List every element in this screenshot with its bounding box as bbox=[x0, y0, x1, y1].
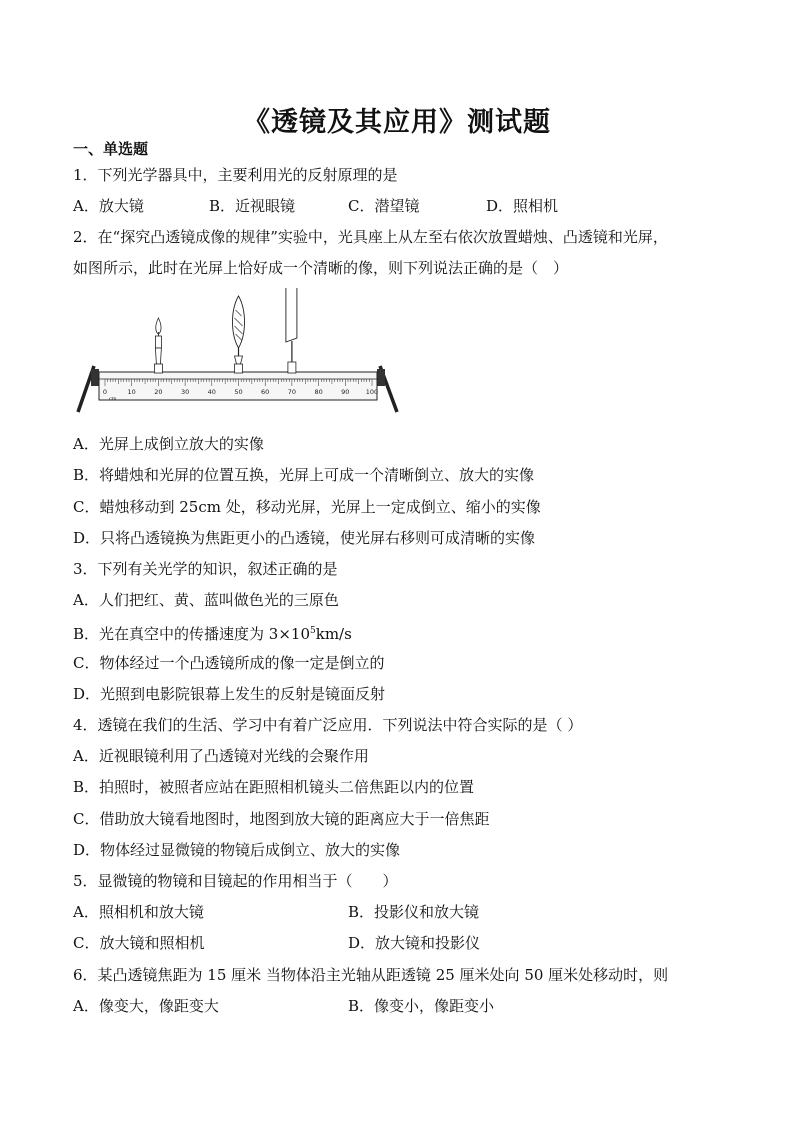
question-2-stem-line-2: 如图所示，此时在光屏上恰好成一个清晰的像，则下列说法正确的是（ ） bbox=[73, 259, 569, 277]
scale-tick-label: 100 bbox=[365, 388, 379, 396]
candle-flame bbox=[156, 318, 161, 334]
question-6-option-b: B．像变小，像距变小 bbox=[348, 997, 495, 1015]
question-2-option-b: B．将蜡烛和光屏的位置互换，光屏上可成一个清晰倒立、放大的实像 bbox=[73, 466, 535, 484]
page-title: 《透镜及其应用》测试题 bbox=[243, 107, 551, 138]
question-1-stem: 1．下列光学器具中，主要利用光的反射原理的是 bbox=[73, 166, 398, 184]
candle-body bbox=[155, 336, 161, 348]
scale-tick-label: 80 bbox=[314, 388, 323, 396]
question-4-option-c: C．借助放大镜看地图时，地图到放大镜的距离应大于一倍焦距 bbox=[73, 810, 490, 828]
question-5-option-b: B．投影仪和放大镜 bbox=[348, 903, 480, 921]
convex-lens bbox=[233, 296, 245, 373]
question-3-stem: 3．下列有关光学的知识，叙述正确的是 bbox=[73, 560, 338, 578]
question-4-stem: 4．透镜在我们的生活、学习中有着广泛应用．下列说法中符合实际的是（ ） bbox=[73, 716, 583, 734]
question-3-option-c: C．物体经过一个凸透镜所成的像一定是倒立的 bbox=[73, 654, 385, 672]
question-3-option-d: D．光照到电影院银幕上发生的反射是镜面反射 bbox=[73, 685, 386, 703]
screen-holder bbox=[288, 362, 296, 373]
question-1-option-b: B．近视眼镜 bbox=[209, 197, 296, 215]
question-5-option-c: C．放大镜和照相机 bbox=[73, 934, 205, 952]
lens-holder bbox=[235, 364, 243, 373]
question-3-option-a: A．人们把红、黄、蓝叫做色光的三原色 bbox=[73, 591, 339, 609]
question-2-option-a: A．光屏上成倒立放大的实像 bbox=[73, 435, 264, 453]
question-3-option-b: B．光在真空中的传播速度为 $3\times 10^5km/s$ bbox=[73, 625, 352, 643]
question-1-option-a: A．放大镜 bbox=[73, 197, 144, 215]
scale-tick-label: 10 bbox=[127, 388, 136, 396]
scale-tick-label: 50 bbox=[234, 388, 243, 396]
question-6-option-a: A．像变大，像距变大 bbox=[73, 997, 219, 1015]
bench-right-end bbox=[377, 369, 385, 386]
question-6-stem: 6．某凸透镜焦距为 15 厘米 当物体沿主光轴从距透镜 25 厘米处向 50 厘米处移动时，则 bbox=[73, 966, 669, 984]
scale-tick-label: 70 bbox=[287, 388, 297, 396]
question-5-option-a: A．照相机和放大镜 bbox=[73, 903, 204, 921]
scale-tick-label: 30 bbox=[180, 388, 190, 396]
screen-panel bbox=[286, 288, 297, 342]
question-5-stem: 5．显微镜的物镜和目镜起的作用相当于（ ） bbox=[73, 872, 398, 890]
question-1-option-d: D．照相机 bbox=[486, 197, 559, 215]
light-screen bbox=[286, 288, 297, 373]
scale-tick-label: 90 bbox=[341, 388, 350, 396]
question-2-option-c: C．蜡烛移动到 25cm 处，移动光屏，光屏上一定成倒立、缩小的实像 bbox=[73, 498, 541, 516]
scale-unit-label: cm bbox=[109, 396, 117, 402]
question-2-option-d: D．只将凸透镜换为焦距更小的凸透镜，使光屏右移则可成清晰的实像 bbox=[73, 529, 536, 547]
scale-tick-label: 0 bbox=[102, 388, 108, 396]
candle bbox=[154, 318, 162, 373]
optical-bench-figure bbox=[74, 288, 404, 416]
scale-tick-label: 60 bbox=[261, 388, 270, 396]
question-5-option-d: D．放大镜和投影仪 bbox=[348, 934, 481, 952]
scale-tick-label: 40 bbox=[207, 388, 216, 396]
section-heading: 一、单选题 bbox=[73, 140, 149, 158]
bench-left-end bbox=[91, 369, 99, 386]
question-4-option-b: B．拍照时，被照者应站在距照相机镜头二倍焦距以内的位置 bbox=[73, 778, 475, 796]
question-4-option-d: D．物体经过显微镜的物镜后成倒立、放大的实像 bbox=[73, 841, 401, 859]
question-2-stem-line-1: 2．在“探究凸透镜成像的规律”实验中，光具座上从左至右依次放置蜡烛、凸透镜和光屏， bbox=[73, 228, 668, 246]
candle-holder bbox=[154, 364, 162, 373]
scale-tick-label: 20 bbox=[154, 388, 163, 396]
question-4-option-a: A．近视眼镜利用了凸透镜对光线的会聚作用 bbox=[73, 747, 369, 765]
question-1-option-c: C．潜望镜 bbox=[348, 197, 420, 215]
